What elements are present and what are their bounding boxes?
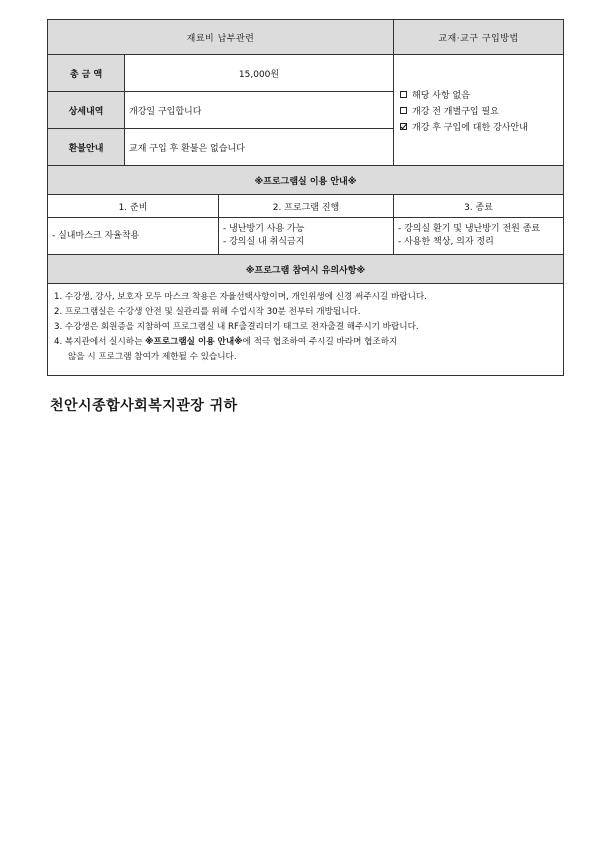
refund-label: 환불안내 <box>48 129 125 166</box>
fee-section-title: 재료비 납부관련 <box>48 20 394 55</box>
list-item: - 강의실 내 취식금지 <box>223 237 305 247</box>
caution-item-text: 에 적극 협조하여 주시길 바라며 협조하지 <box>242 337 398 347</box>
step-progress-items <box>219 218 394 255</box>
addressee-footer: 천안시종합사회복지관장 귀하 <box>50 398 238 414</box>
option-not-applicable[interactable] <box>400 86 559 102</box>
refund-value: 교재 구입 후 환불은 없습니다 <box>125 129 394 166</box>
step-finish: 3. 종료 <box>394 195 564 218</box>
checkbox-icon[interactable] <box>400 107 407 114</box>
step-progress: 2. 프로그램 진행 <box>219 195 394 218</box>
list-item: - 강의실 환기 및 냉난방기 전원 종료 <box>398 224 541 234</box>
caution-item: 1. 수강생, 강사, 보호자 모두 마스크 착용은 자율선택사항이며, 개인위생에 신경 써주시길 바랍니다. <box>54 292 427 302</box>
option-label: 개강 전 개별구입 필요 <box>412 106 499 117</box>
caution-item-emphasis: ※프로그램실 이용 안내※ <box>145 337 243 347</box>
caution-item-continuation: 않을 시 프로그램 참여가 제한될 수 있습니다. <box>68 352 237 362</box>
total-amount-label: 총 금 액 <box>48 55 125 92</box>
option-buy-before-start[interactable] <box>400 102 559 118</box>
step-prepare-items <box>48 218 219 255</box>
list-item: - 냉난방기 사용 가능 <box>223 224 305 234</box>
option-label: 개강 후 구입에 대한 강사안내 <box>412 122 528 133</box>
details-value: 개강일 구입합니다 <box>125 92 394 129</box>
option-label: 해당 사항 없음 <box>412 90 470 101</box>
list-item: - 실내마스크 자율착용 <box>52 230 140 241</box>
checkbox-icon[interactable] <box>400 91 407 98</box>
option-instructor-guidance[interactable] <box>400 118 559 134</box>
purchase-method-title: 교재·교구 구입방법 <box>394 20 564 55</box>
purchase-options-cell <box>394 55 564 166</box>
usage-guide-title: ※프로그램실 이용 안내※ <box>48 166 564 195</box>
registration-form-table <box>47 19 564 376</box>
caution-title: ※프로그램 참여시 유의사항※ <box>48 255 564 284</box>
details-label: 상세내역 <box>48 92 125 129</box>
total-amount-value: 15,000원 <box>125 55 394 92</box>
caution-item <box>54 335 557 350</box>
list-item: - 사용한 책상, 의자 정리 <box>398 237 494 247</box>
checked-checkbox-icon[interactable] <box>400 123 407 130</box>
step-finish-items <box>394 218 564 255</box>
caution-item: 3. 수강생은 회원증을 지참하여 프로그램실 내 RF출결리더기 태그로 전자출결 해주시기 바랍니다. <box>54 322 419 332</box>
caution-item: 2. 프로그램실은 수강생 안전 및 실관리를 위해 수업시작 30분 전부터 개방됩니다. <box>54 307 361 317</box>
caution-list <box>48 284 564 376</box>
caution-item-text: 4. 복지관에서 실시하는 <box>54 337 146 347</box>
step-prepare: 1. 준비 <box>48 195 219 218</box>
